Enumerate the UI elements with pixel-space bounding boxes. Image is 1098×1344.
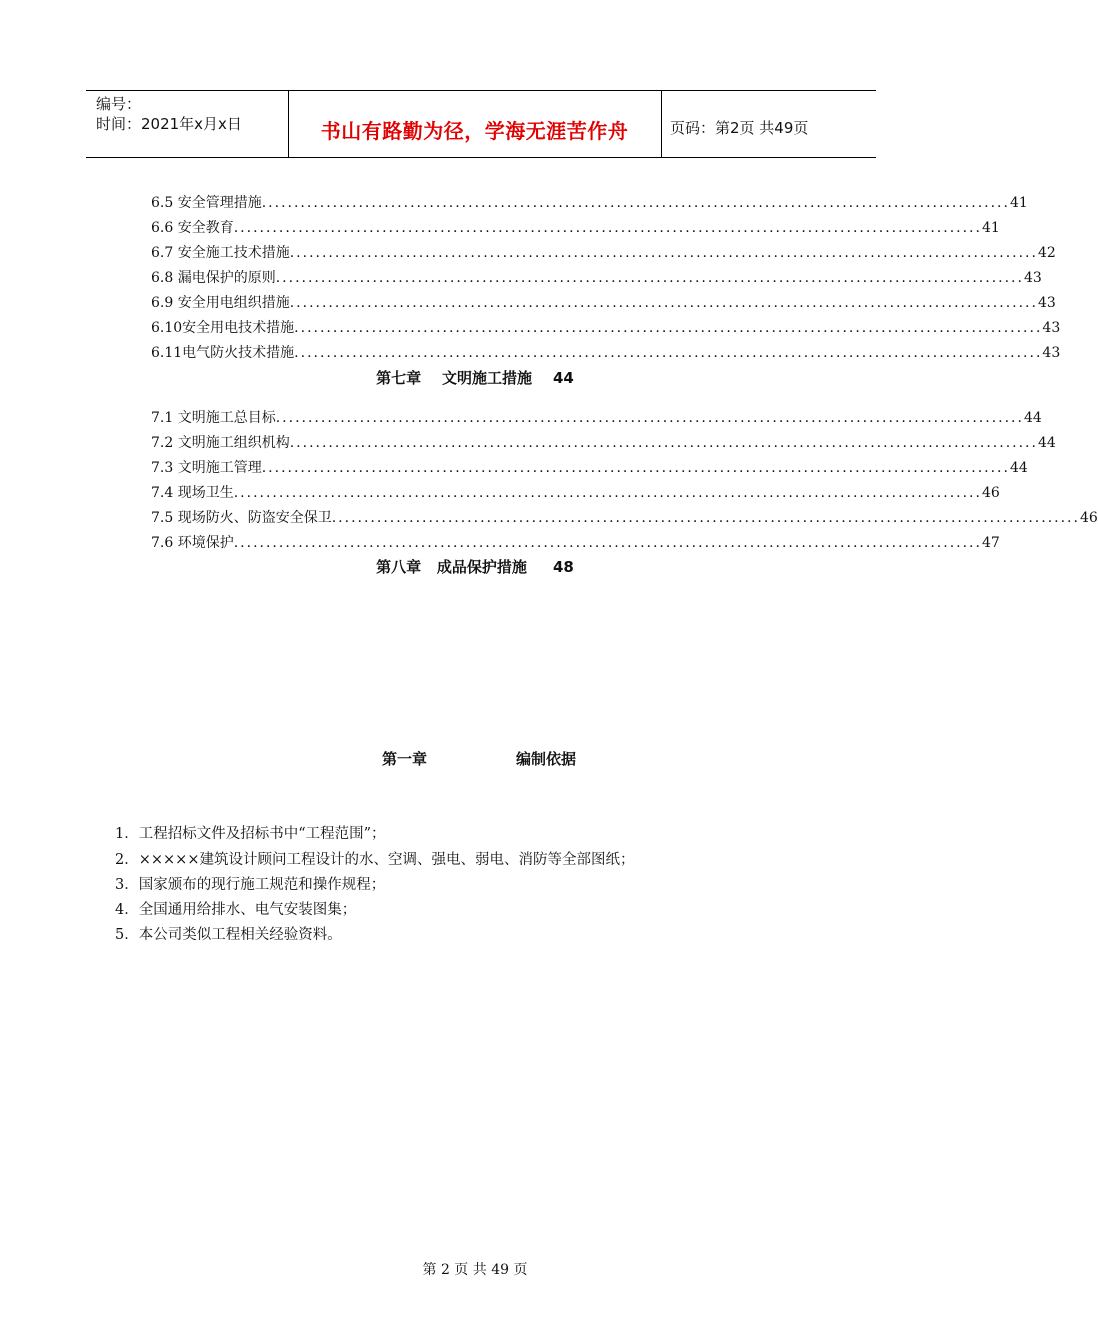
toc-chapter-7-heading[interactable]: 第七章 文明施工措施 44 (376, 369, 574, 387)
toc-page-number: 44 (1009, 460, 1028, 476)
header-right-cell (662, 91, 876, 157)
toc-page-number: 43 (1023, 270, 1042, 286)
toc-row[interactable] (151, 532, 1000, 552)
footer-page-number: 第 2 页 共 49 页 (422, 1262, 528, 1278)
toc-row[interactable] (151, 292, 1056, 312)
toc-row[interactable] (151, 217, 1000, 237)
toc-title: 安全用电组织措施 (177, 295, 290, 311)
toc-page-number: 41 (981, 220, 1000, 236)
toc-number: 7.1 (151, 410, 178, 426)
toc-row[interactable] (151, 317, 1061, 337)
toc-page-number: 44 (1023, 410, 1042, 426)
toc-title: 漏电保护的原则 (177, 270, 276, 286)
toc-leader-dots: .................................................................................................................... (233, 485, 982, 501)
toc-number: 6.8 (151, 270, 178, 286)
toc-title: 安全管理措施 (177, 195, 262, 211)
header-motto: 书山有路勤为径，学海无涯苦作舟 (320, 119, 629, 143)
toc-leader-dots: .................................................................................................................... (294, 345, 1043, 361)
toc-row[interactable] (151, 342, 1061, 362)
toc-row[interactable] (151, 507, 1098, 527)
page-footer (0, 1259, 950, 1279)
toc-number: 6.9 (151, 295, 178, 311)
toc-number: 6.11 (151, 345, 183, 361)
toc-page-number: 42 (1037, 245, 1056, 261)
toc-page-number: 46 (981, 485, 1000, 501)
toc-page-number: 43 (1042, 345, 1061, 361)
toc-row[interactable] (151, 192, 1028, 212)
toc-number: 7.3 (151, 460, 178, 476)
toc-leader-dots: .................................................................................................................... (275, 410, 1024, 426)
toc-title: 现场防火、防盗安全保卫 (177, 510, 332, 526)
toc-leader-dots: .................................................................................................................... (289, 245, 1038, 261)
toc-title: 安全用电技术措施 (182, 320, 295, 336)
toc-title: 安全教育 (177, 220, 234, 236)
header-page-info: 页码：第2页 共49页 (670, 119, 809, 137)
toc-row[interactable] (151, 432, 1056, 452)
toc-title: 环境保护 (177, 535, 234, 551)
toc-leader-dots: .................................................................................................................... (261, 460, 1010, 476)
toc-page-number: 47 (981, 535, 1000, 551)
toc-number: 6.6 (151, 220, 178, 236)
toc-title: 现场卫生 (177, 485, 234, 501)
toc-leader-dots: .................................................................................................................... (289, 295, 1038, 311)
list-item: 2．×××××建筑设计顾问工程设计的水、空调、强电、弱电、消防等全部图纸； (115, 852, 635, 868)
toc-number: 6.7 (151, 245, 178, 261)
toc-page-number: 43 (1037, 295, 1056, 311)
toc-row[interactable] (151, 407, 1042, 427)
toc-leader-dots: .................................................................................................................... (261, 195, 1010, 211)
toc-page-number: 44 (1037, 435, 1056, 451)
toc-leader-dots: .................................................................................................................... (289, 435, 1038, 451)
toc-leader-dots: .................................................................................................................... (331, 510, 1080, 526)
header-left-cell (86, 91, 289, 157)
toc-page-number: 43 (1042, 320, 1061, 336)
toc-leader-dots: .................................................................................................................... (275, 270, 1024, 286)
toc-chapter-8-heading[interactable]: 第八章 成品保护措施 48 (376, 558, 574, 576)
toc-leader-dots: .................................................................................................................... (294, 320, 1043, 336)
toc-title: 电气防火技术措施 (182, 345, 295, 361)
toc-page-number: 46 (1079, 510, 1098, 526)
chapter-1-number: 第一章 (382, 750, 428, 768)
toc-leader-dots: .................................................................................................................... (233, 535, 982, 551)
toc-row[interactable] (151, 242, 1056, 262)
toc-number: 7.6 (151, 535, 178, 551)
toc-row[interactable] (151, 267, 1042, 287)
toc-title: 文明施工总目标 (177, 410, 276, 426)
toc-number: 7.2 (151, 435, 178, 451)
toc-title: 文明施工组织机构 (177, 435, 290, 451)
document-number-label: 编号： (96, 95, 142, 113)
toc-number: 6.10 (151, 320, 183, 336)
toc-title: 安全施工技术措施 (177, 245, 290, 261)
list-item: 3．国家颁布的现行施工规范和操作规程； (115, 877, 386, 893)
toc-row[interactable] (151, 482, 1000, 502)
toc-number: 7.4 (151, 485, 178, 501)
toc-number: 6.5 (151, 195, 178, 211)
list-item: 4．全国通用给排水、电气安装图集； (115, 902, 357, 918)
toc-leader-dots: .................................................................................................................... (233, 220, 982, 236)
page-header (86, 90, 876, 158)
document-time-label: 时间：2021年x月x日 (96, 115, 242, 133)
toc-title: 文明施工管理 (177, 460, 262, 476)
list-item: 5．本公司类似工程相关经验资料。 (115, 927, 342, 943)
toc-number: 7.5 (151, 510, 178, 526)
chapter-1-title: 编制依据 (516, 750, 577, 768)
toc-page-number: 41 (1009, 195, 1028, 211)
header-middle-cell (288, 91, 662, 157)
toc-row[interactable] (151, 457, 1028, 477)
list-item: 1．工程招标文件及招标书中“工程范围”； (115, 826, 386, 842)
